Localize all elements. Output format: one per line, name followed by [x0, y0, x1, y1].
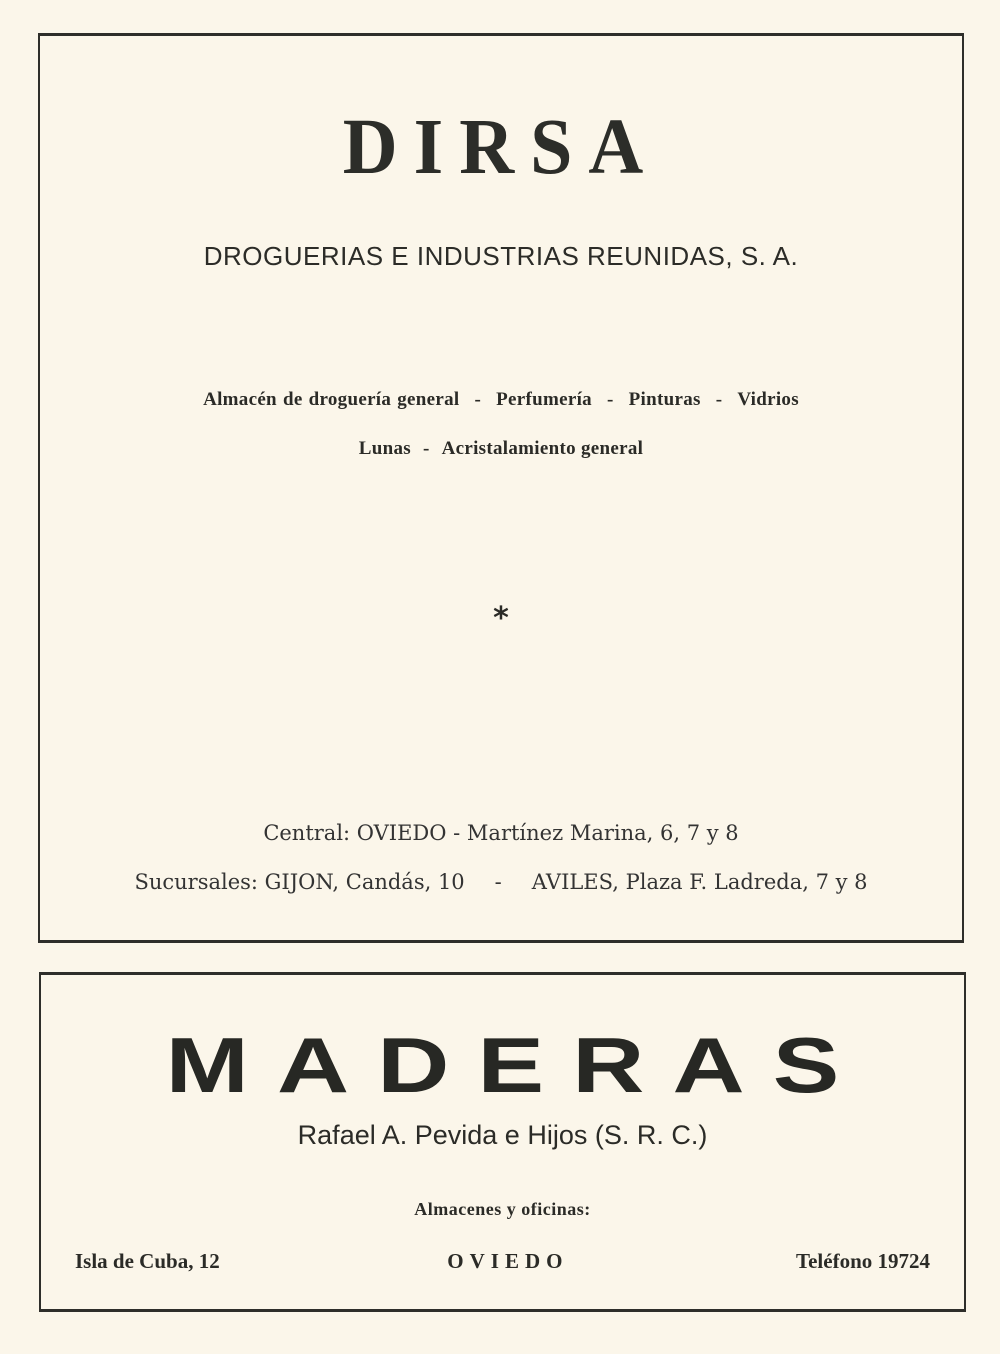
branch-gijon: Sucursales: GIJON, Candás, 10: [134, 870, 465, 894]
separator: -: [422, 438, 430, 459]
dirsa-advertisement: [38, 33, 964, 943]
service-item: Lunas: [358, 438, 411, 459]
maderas-brand-title: MADERAS: [165, 1021, 868, 1109]
branch-addresses: [40, 870, 962, 894]
dirsa-company-name: DROGUERIAS E INDUSTRIAS REUNIDAS, S. A.: [203, 241, 799, 271]
central-address: Central: OVIEDO - Martínez Marina, 6, 7 y 8: [263, 821, 739, 845]
maderas-company-name: Rafael A. Pevida e Hijos (S. R. C.): [297, 1120, 708, 1150]
separator: -: [715, 389, 723, 410]
separator: -: [474, 389, 482, 410]
services-line-1: [40, 389, 962, 411]
separator: -: [494, 870, 502, 894]
contact-row: [75, 1249, 930, 1274]
city: OVIEDO: [447, 1249, 569, 1273]
service-item: Perfumería: [496, 389, 592, 410]
service-item: Almacén de droguería general: [203, 389, 460, 410]
dirsa-brand-title: DIRSA: [342, 102, 660, 192]
branch-aviles: AVILES, Plaza F. Ladreda, 7 y 8: [531, 870, 868, 894]
service-item: Pinturas: [628, 389, 701, 410]
maderas-advertisement: [39, 972, 966, 1312]
services-line-2: [40, 438, 962, 460]
street-address: Isla de Cuba, 12: [75, 1249, 220, 1273]
asterisk-ornament-icon: *: [493, 601, 509, 636]
warehouses-heading: Almacenes y oficinas:: [414, 1199, 591, 1219]
separator: -: [606, 389, 614, 410]
service-item: Vidrios: [737, 389, 799, 410]
service-item: Acristalamiento general: [441, 438, 644, 459]
phone-number: Teléfono 19724: [796, 1249, 930, 1273]
